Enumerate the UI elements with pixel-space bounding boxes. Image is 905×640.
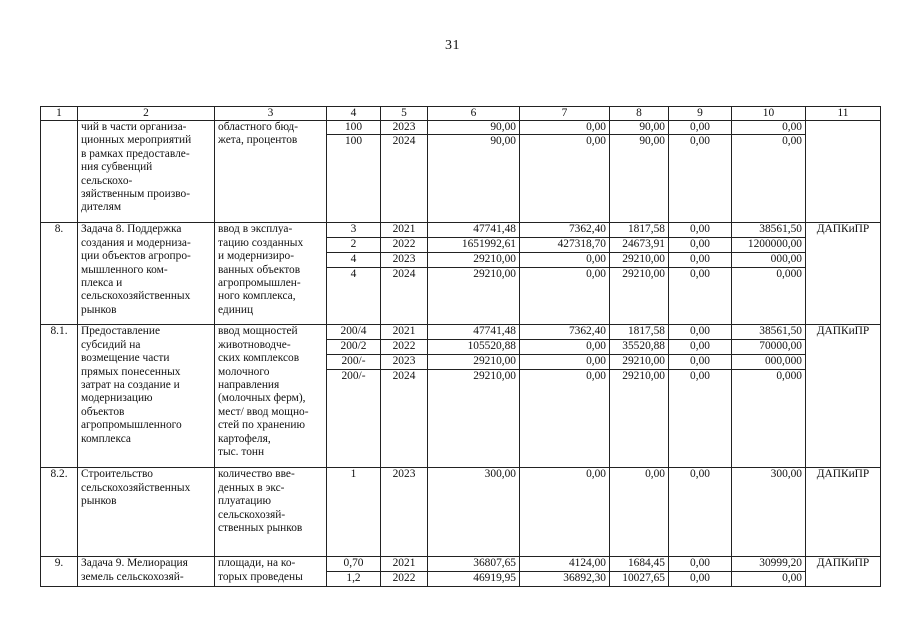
total-amount: 46919,95 <box>428 572 520 587</box>
indicator-line: агропромышлен- <box>218 277 301 290</box>
other-sources: 0,00 <box>732 135 806 223</box>
year-cell: 2023 <box>381 468 428 557</box>
table-row <box>41 557 881 572</box>
regional-budget: 1684,45 <box>610 557 669 572</box>
local-budget: 0,00 <box>669 238 732 253</box>
table-row <box>41 223 881 238</box>
indicator-line: областного бюд- <box>218 121 299 133</box>
item-name-line: рынков <box>81 495 117 508</box>
local-budget: 0,00 <box>669 557 732 572</box>
indicator-line: сельскохозяй- <box>218 508 286 521</box>
item-name-line: модернизацию <box>81 392 153 405</box>
item-number: 9. <box>41 557 78 587</box>
total-amount: 300,00 <box>428 468 520 557</box>
indicator-line: тацию созданных <box>218 236 304 249</box>
indicator-line: картофеля, <box>218 432 271 445</box>
year-cell: 2021 <box>381 223 428 238</box>
year-cell: 2024 <box>381 135 428 223</box>
header-cell: 11 <box>806 107 881 121</box>
item-name-line: агропромышленного <box>81 419 182 432</box>
item-name-line: мышленного ком- <box>81 263 168 276</box>
other-sources: 1200000,00 <box>732 238 806 253</box>
item-name-line: затрат на создание и <box>81 379 180 392</box>
executor: ДАПКиПР <box>806 325 881 468</box>
item-name-line: комплекса <box>81 432 131 445</box>
local-budget: 0,00 <box>669 253 732 268</box>
other-sources: 000,00 <box>732 253 806 268</box>
item-number: 8.2. <box>41 468 78 557</box>
executor: ДАПКиПР <box>806 557 881 587</box>
indicator-value: 3 <box>327 223 381 238</box>
regional-budget: 0,00 <box>610 468 669 557</box>
item-name-line: создания и модерниза- <box>81 236 191 249</box>
item-name-line: ционных мероприятий <box>81 134 192 147</box>
other-sources: 000,000 <box>732 355 806 370</box>
indicator-line: ввод мощностей <box>218 325 298 338</box>
federal-budget: 0,00 <box>520 468 610 557</box>
indicator-name <box>215 121 327 223</box>
indicator-line: денных в экс- <box>218 481 285 494</box>
total-amount: 47741,48 <box>428 325 520 340</box>
indicator-line: плуатацию <box>218 495 271 508</box>
other-sources: 0,000 <box>732 268 806 325</box>
indicator-line: (молочных ферм), <box>218 392 306 405</box>
header-cell: 3 <box>215 107 327 121</box>
item-name <box>78 325 215 468</box>
indicator-line: жета, процентов <box>218 134 298 147</box>
table-row <box>41 325 881 340</box>
federal-budget: 0,00 <box>520 135 610 223</box>
indicator-name <box>215 468 327 557</box>
local-budget: 0,00 <box>669 355 732 370</box>
indicator-line: ввод в эксплуа- <box>218 223 293 236</box>
indicator-value: 100 <box>327 121 381 135</box>
executor: ДАПКиПР <box>806 223 881 325</box>
item-name-line: плекса и <box>81 277 123 290</box>
indicator-line: ванных объектов <box>218 263 301 276</box>
item-name-line: сельскохо- <box>81 174 133 187</box>
regional-budget: 90,00 <box>610 121 669 135</box>
indicator-line: молочного <box>218 365 270 378</box>
item-name <box>78 121 215 223</box>
total-amount: 90,00 <box>428 135 520 223</box>
local-budget: 0,00 <box>669 370 732 468</box>
indicator-line: мест/ ввод мощно- <box>218 405 309 418</box>
header-cell: 8 <box>610 107 669 121</box>
local-budget: 0,00 <box>669 468 732 557</box>
indicator-value: 200/- <box>327 355 381 370</box>
indicator-line: направления <box>218 379 280 392</box>
indicator-value: 100 <box>327 135 381 223</box>
table-row <box>41 121 881 135</box>
indicator-line: тыс. тонн <box>218 446 265 459</box>
indicator-value: 200/2 <box>327 340 381 355</box>
item-name-line: ции объектов агропро- <box>81 250 191 263</box>
indicator-line: животноводче- <box>218 338 291 351</box>
item-name-line: возмещение части <box>81 352 170 365</box>
regional-budget: 29210,00 <box>610 355 669 370</box>
item-number <box>41 121 78 223</box>
regional-budget: 1817,58 <box>610 223 669 238</box>
indicator-value: 1,2 <box>327 572 381 587</box>
item-name-line: прямых понесенных <box>81 365 181 378</box>
other-sources: 0,00 <box>732 121 806 135</box>
indicator-value: 0,70 <box>327 557 381 572</box>
regional-budget: 35520,88 <box>610 340 669 355</box>
executor: ДАПКиПР <box>806 468 881 557</box>
header-cell: 1 <box>41 107 78 121</box>
header-cell: 2 <box>78 107 215 121</box>
item-name-line: дителям <box>81 201 122 214</box>
executor <box>806 121 881 223</box>
item-name <box>78 557 215 587</box>
header-cell: 5 <box>381 107 428 121</box>
item-name-line: Задача 9. Мелиорация <box>81 557 188 570</box>
item-name-line: субсидий на <box>81 338 141 351</box>
item-name-line: Строительство <box>81 468 153 481</box>
year-cell: 2022 <box>381 340 428 355</box>
item-name-line: сельскохозяйственных <box>81 481 191 494</box>
indicator-value: 4 <box>327 268 381 325</box>
indicator-value: 200/- <box>327 370 381 468</box>
header-cell: 10 <box>732 107 806 121</box>
item-name-line: Предоставление <box>81 325 161 338</box>
indicator-line: ного комплекса, <box>218 290 296 303</box>
item-name-line: объектов <box>81 405 125 418</box>
local-budget: 0,00 <box>669 268 732 325</box>
federal-budget: 7362,40 <box>520 325 610 340</box>
federal-budget: 4124,00 <box>520 557 610 572</box>
table-row <box>41 468 881 557</box>
item-name-line: в рамках предоставле- <box>81 147 190 160</box>
total-amount: 47741,48 <box>428 223 520 238</box>
indicator-line: ских комплексов <box>218 352 300 365</box>
local-budget: 0,00 <box>669 135 732 223</box>
indicator-line: единиц <box>218 303 254 316</box>
year-cell: 2022 <box>381 572 428 587</box>
other-sources: 38561,50 <box>732 223 806 238</box>
regional-budget: 90,00 <box>610 135 669 223</box>
indicator-line: ственных рынков <box>218 522 303 535</box>
regional-budget: 24673,91 <box>610 238 669 253</box>
other-sources: 300,00 <box>732 468 806 557</box>
total-amount: 29210,00 <box>428 253 520 268</box>
regional-budget: 29210,00 <box>610 253 669 268</box>
federal-budget: 0,00 <box>520 253 610 268</box>
year-cell: 2023 <box>381 121 428 135</box>
indicator-line: стей по хранению <box>218 419 305 432</box>
other-sources: 30999,20 <box>732 557 806 572</box>
header-cell: 9 <box>669 107 732 121</box>
other-sources: 0,00 <box>732 572 806 587</box>
total-amount: 90,00 <box>428 121 520 135</box>
header-cell: 4 <box>327 107 381 121</box>
item-number: 8.1. <box>41 325 78 468</box>
item-name-line: зяйственным произво- <box>81 188 191 201</box>
indicator-line: площади, на ко- <box>218 557 296 570</box>
total-amount: 29210,00 <box>428 355 520 370</box>
indicator-value: 4 <box>327 253 381 268</box>
header-cell: 6 <box>428 107 520 121</box>
local-budget: 0,00 <box>669 340 732 355</box>
regional-budget: 10027,65 <box>610 572 669 587</box>
other-sources: 38561,50 <box>732 325 806 340</box>
federal-budget: 36892,30 <box>520 572 610 587</box>
regional-budget: 29210,00 <box>610 268 669 325</box>
indicator-name <box>215 223 327 325</box>
federal-budget: 0,00 <box>520 370 610 468</box>
item-name-line: Задача 8. Поддержка <box>81 223 182 236</box>
item-name-line: чий в части организа- <box>81 121 187 133</box>
total-amount: 36807,65 <box>428 557 520 572</box>
item-name-line: рынков <box>81 303 117 316</box>
other-sources: 70000,00 <box>732 340 806 355</box>
total-amount: 1651992,61 <box>428 238 520 253</box>
regional-budget: 1817,58 <box>610 325 669 340</box>
header-cell: 7 <box>520 107 610 121</box>
item-name-line: ния субвенций <box>81 161 153 174</box>
indicator-value: 1 <box>327 468 381 557</box>
indicator-value: 200/4 <box>327 325 381 340</box>
year-cell: 2023 <box>381 253 428 268</box>
regional-budget: 29210,00 <box>610 370 669 468</box>
item-number: 8. <box>41 223 78 325</box>
local-budget: 0,00 <box>669 121 732 135</box>
year-cell: 2021 <box>381 325 428 340</box>
indicator-line: количество вве- <box>218 468 295 481</box>
indicator-name <box>215 325 327 468</box>
federal-budget: 0,00 <box>520 355 610 370</box>
year-cell: 2024 <box>381 268 428 325</box>
local-budget: 0,00 <box>669 572 732 587</box>
year-cell: 2023 <box>381 355 428 370</box>
indicator-value: 2 <box>327 238 381 253</box>
item-name <box>78 223 215 325</box>
year-cell: 2021 <box>381 557 428 572</box>
federal-budget: 0,00 <box>520 121 610 135</box>
table-body <box>41 121 881 587</box>
indicator-line: торых проведены <box>218 570 303 583</box>
item-name-line: земель сельскохозяй- <box>81 570 184 583</box>
federal-budget: 0,00 <box>520 340 610 355</box>
federal-budget: 7362,40 <box>520 223 610 238</box>
year-cell: 2024 <box>381 370 428 468</box>
program-table <box>40 106 881 587</box>
header-row <box>41 107 881 121</box>
page-number: 31 <box>445 38 460 53</box>
federal-budget: 427318,70 <box>520 238 610 253</box>
other-sources: 0,000 <box>732 370 806 468</box>
total-amount: 105520,88 <box>428 340 520 355</box>
total-amount: 29210,00 <box>428 268 520 325</box>
item-name <box>78 468 215 557</box>
local-budget: 0,00 <box>669 223 732 238</box>
year-cell: 2022 <box>381 238 428 253</box>
indicator-line: и модернизиро- <box>218 250 295 263</box>
item-name-line: сельскохозяйственных <box>81 290 191 303</box>
local-budget: 0,00 <box>669 325 732 340</box>
total-amount: 29210,00 <box>428 370 520 468</box>
federal-budget: 0,00 <box>520 268 610 325</box>
indicator-name <box>215 557 327 587</box>
